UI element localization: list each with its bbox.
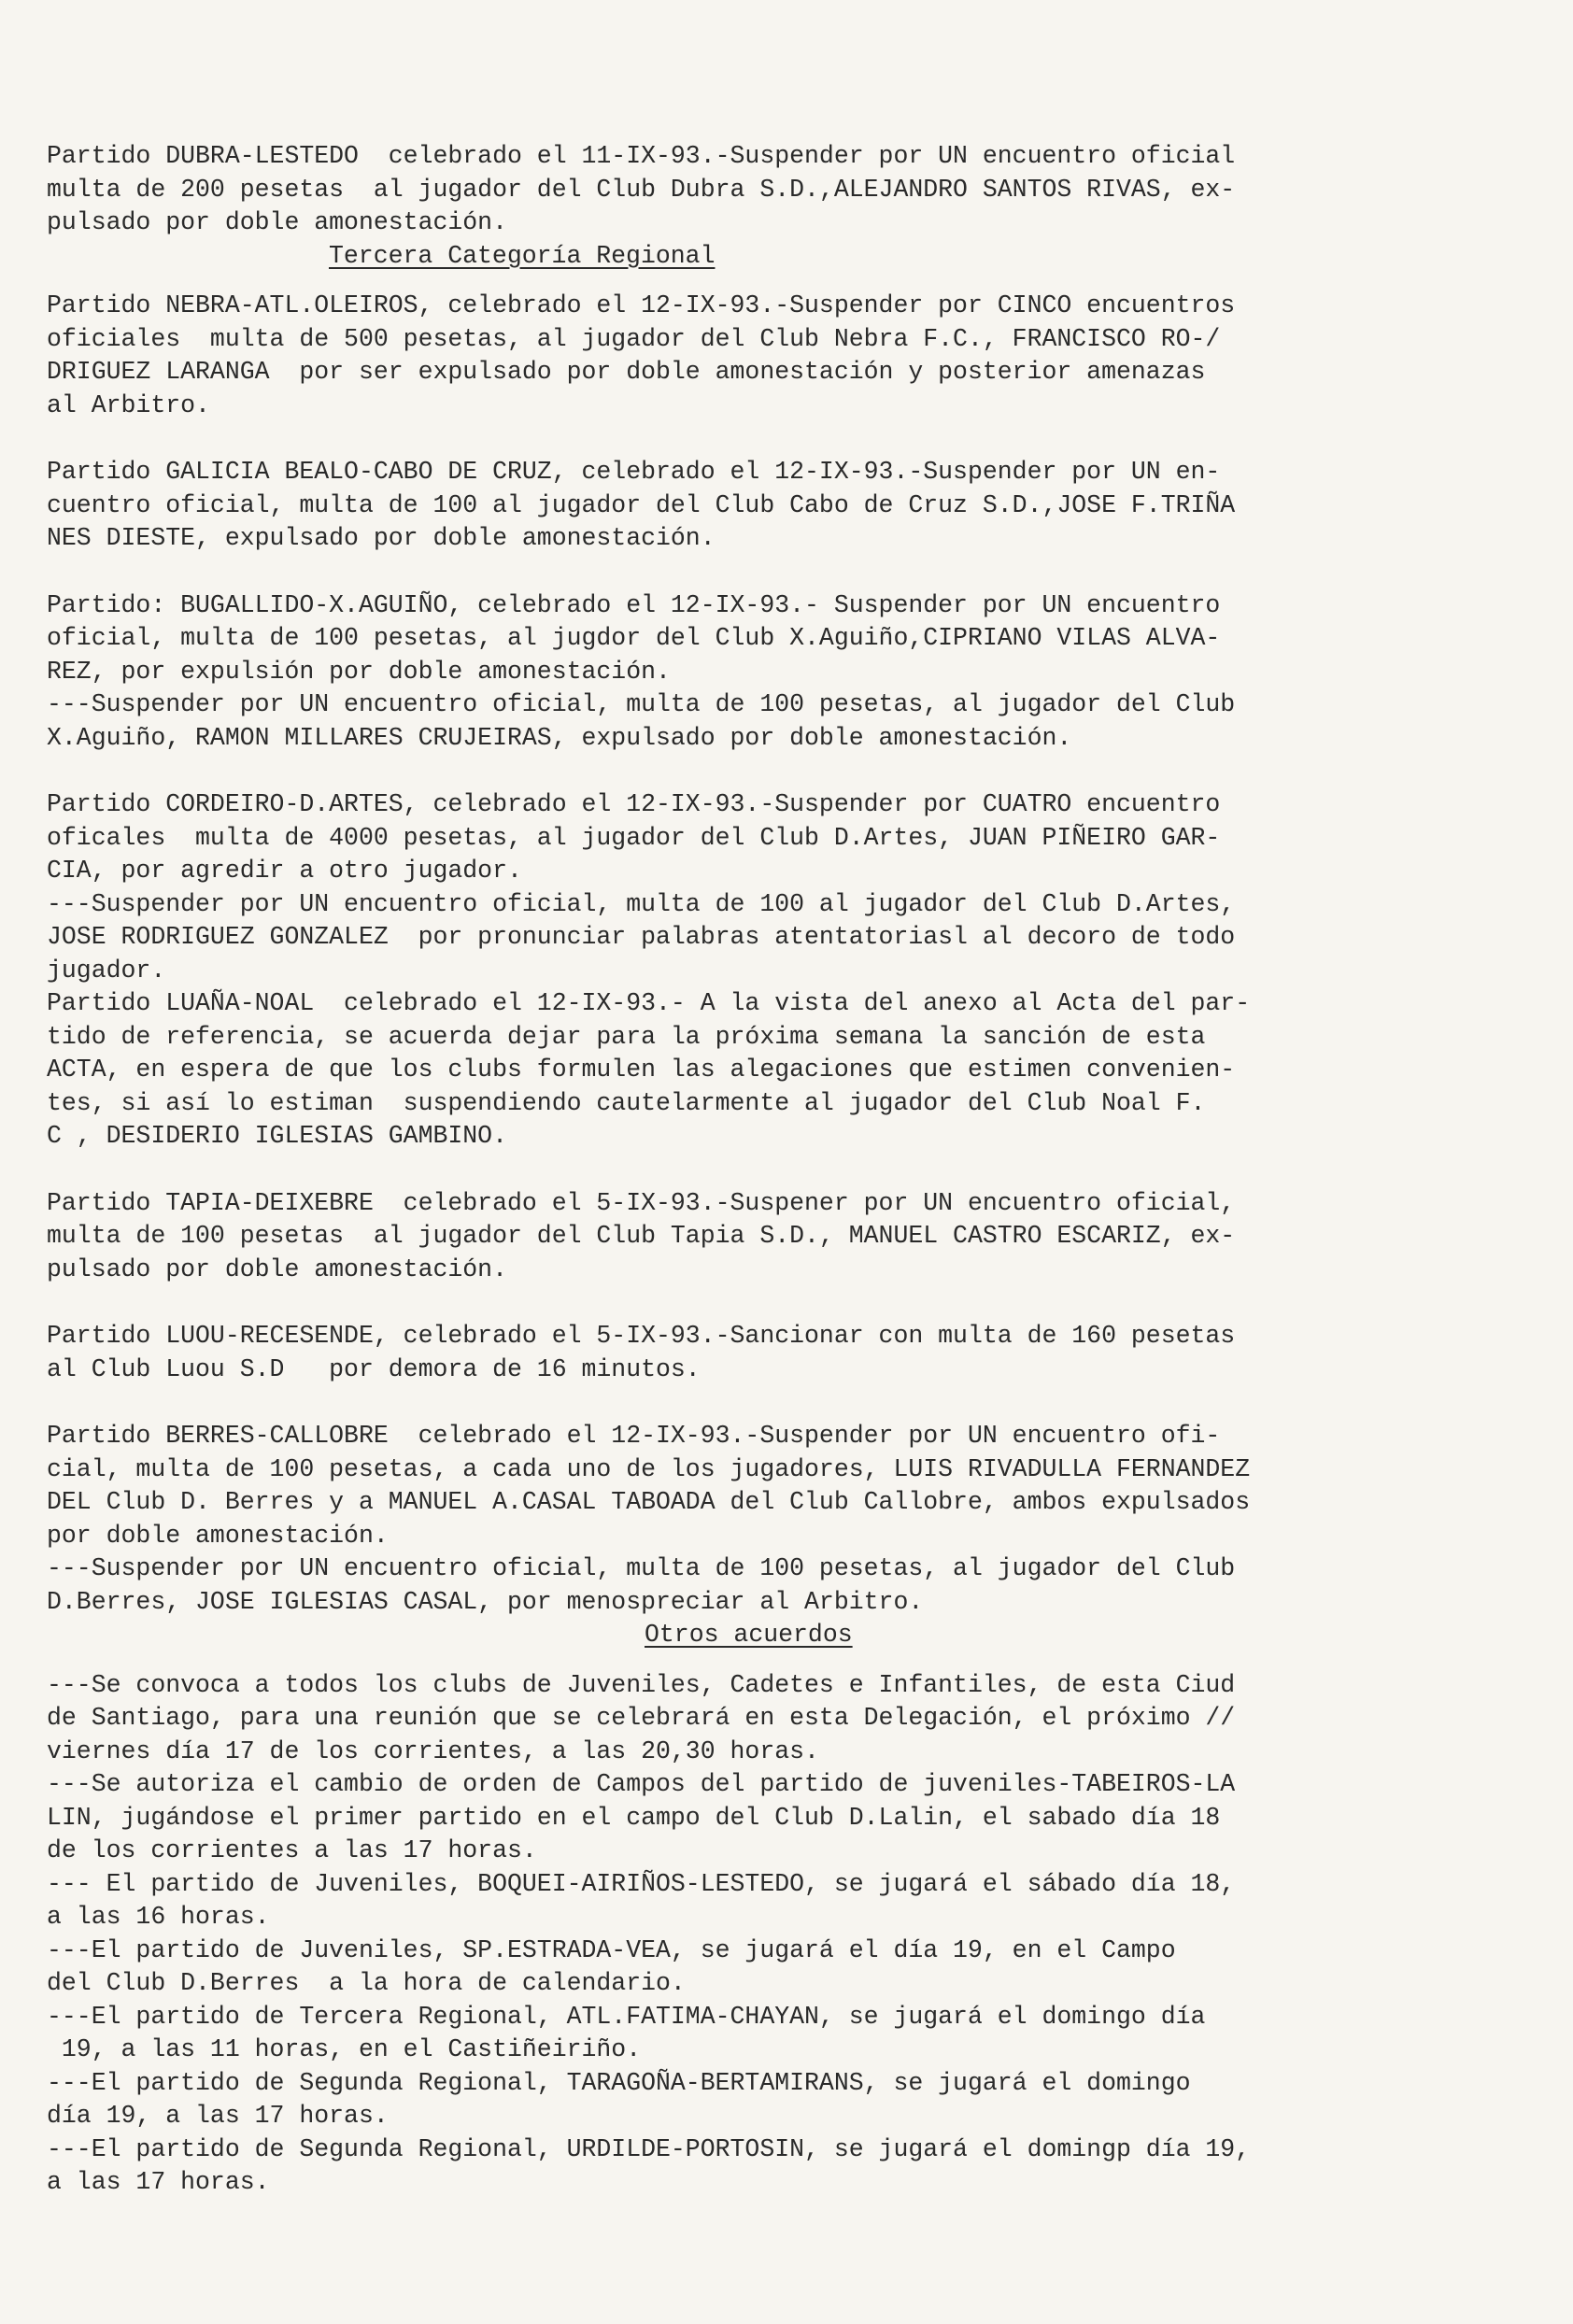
paragraph-cordeiro-artes <box>47 788 1541 987</box>
text-line: tido de referencia, se acuerda dejar para la próxima semana la sanción de esta <box>47 1022 1206 1051</box>
text-line: multa de 200 pesetas al jugador del Club Dubra S.D.,ALEJANDRO SANTOS RIVAS, ex- <box>47 175 1236 204</box>
text-line: X.Aguiño, RAMON MILLARES CRUJEIRAS, expulsado por doble amonestación. <box>47 723 1072 752</box>
text-line: Partido: BUGALLIDO-X.AGUIÑO, celebrado el 12-IX-93.- Suspender por UN encuentro <box>47 590 1221 619</box>
text-line: ---Suspender por UN encuentro oficial, multa de 100 pesetas, al jugador del Club <box>47 690 1236 718</box>
text-line: Partido LUOU-RECESENDE, celebrado el 5-IX-93.-Sancionar con multa de 160 pesetas <box>47 1322 1236 1350</box>
text-line: Partido BERRES-CALLOBRE celebrado el 12-IX-93.-Suspender por UN encuentro ofi- <box>47 1422 1221 1450</box>
paragraph-galicia-cabo <box>47 456 1541 556</box>
text-line: ---Se autoriza el cambio de orden de Campos del partido de juveniles-TABEIROS-LA <box>47 1770 1236 1798</box>
text-line: tes, si así lo estiman suspendiendo cautelarmente al jugador del Club Noal F. <box>47 1088 1206 1117</box>
document-page <box>47 140 1541 2200</box>
text-line: Partido GALICIA BEALO-CABO DE CRUZ, celebrado el 12-IX-93.-Suspender por UN en- <box>47 458 1221 486</box>
text-line: Partido CORDEIRO-D.ARTES, celebrado el 12-IX-93.-Suspender por CUATRO encuentro <box>47 790 1221 818</box>
paragraph-luou-recesende <box>47 1320 1541 1386</box>
text-line: Partido TAPIA-DEIXEBRE celebrado el 5-IX-93.-Suspener por UN encuentro oficial, <box>47 1188 1236 1217</box>
section-heading-tercera: Tercera Categoría Regional <box>329 241 716 270</box>
text-line: al Club Luou S.D por demora de 16 minutos. <box>47 1354 701 1383</box>
section-heading-otros: Otros acuerdos <box>645 1621 853 1649</box>
text-line: NES DIESTE, expulsado por doble amonestación. <box>47 524 716 552</box>
text-line: LIN, jugándose el primer partido en el campo del Club D.Lalin, el sabado día 18 <box>47 1803 1221 1832</box>
text-line: jugador. <box>47 956 166 985</box>
paragraph-otros-acuerdos <box>47 1669 1541 2200</box>
paragraph-tapia-deixebre <box>47 1187 1541 1287</box>
text-line: pulsado por doble amonestación. <box>47 208 507 236</box>
text-line: C , DESIDERIO IGLESIAS GAMBINO. <box>47 1122 507 1150</box>
text-line: 19, a las 11 horas, en el Castiñeiriño. <box>47 2035 642 2063</box>
text-line: multa de 100 pesetas al jugador del Club Tapia S.D., MANUEL CASTRO ESCARIZ, ex- <box>47 1222 1236 1250</box>
text-line: REZ, por expulsión por doble amonestación. <box>47 657 671 686</box>
text-line: del Club D.Berres a la hora de calendario. <box>47 1969 686 1997</box>
text-line: oficales multa de 4000 pesetas, al jugador del Club D.Artes, JUAN PIÑEIRO GAR- <box>47 823 1221 852</box>
text-line: D.Berres, JOSE IGLESIAS CASAL, por menospreciar al Arbitro. <box>47 1587 924 1616</box>
text-line: por doble amonestación. <box>47 1521 389 1550</box>
paragraph-bugallido-aguino <box>47 589 1541 756</box>
text-line: Partido DUBRA-LESTEDO celebrado el 11-IX-93.-Suspender por UN encuentro oficial <box>47 142 1236 170</box>
text-line: ---Se convoca a todos los clubs de Juveniles, Cadetes e Infantiles, de esta Ciud <box>47 1670 1236 1699</box>
text-line: Partido NEBRA-ATL.OLEIROS, celebrado el 12-IX-93.-Suspender por CINCO encuentros <box>47 291 1236 319</box>
text-line: ---Suspender por UN encuentro oficial, multa de 100 al jugador del Club D.Artes, <box>47 889 1236 918</box>
text-line: DEL Club D. Berres y a MANUEL A.CASAL TABOADA del Club Callobre, ambos expulsados <box>47 1488 1251 1516</box>
text-line: día 19, a las 17 horas. <box>47 2102 389 2130</box>
text-line: JOSE RODRIGUEZ GONZALEZ por pronunciar palabras atentatoriasl al decoro de todo <box>47 923 1236 951</box>
text-line: a las 17 horas. <box>47 2168 270 2196</box>
text-line: oficiales multa de 500 pesetas, al jugador del Club Nebra F.C., FRANCISCO RO-/ <box>47 324 1221 353</box>
text-line: ---El partido de Segunda Regional, URDILDE-PORTOSIN, se jugará el domingp día 19, <box>47 2134 1251 2163</box>
text-line: ACTA, en espera de que los clubs formulen las alegaciones que estimen convenien- <box>47 1056 1236 1084</box>
text-line: cial, multa de 100 pesetas, a cada uno de los jugadores, LUIS RIVADULLA FERNANDEZ <box>47 1454 1251 1483</box>
text-line: ---El partido de Tercera Regional, ATL.FATIMA-CHAYAN, se jugará el domingo día <box>47 2002 1206 2031</box>
text-line: de los corrientes a las 17 horas. <box>47 1836 537 1864</box>
text-line: pulsado por doble amonestación. <box>47 1254 507 1283</box>
paragraph-berres-callobre <box>47 1420 1541 1619</box>
text-line: CIA, por agredir a otro jugador. <box>47 857 522 885</box>
text-line: ---Suspender por UN encuentro oficial, multa de 100 pesetas, al jugador del Club <box>47 1554 1236 1582</box>
text-line: a las 16 horas. <box>47 1903 270 1931</box>
paragraph-luana-noal <box>47 987 1541 1154</box>
text-line: --- El partido de Juveniles, BOQUEI-AIRIÑOS-LESTEDO, se jugará el sábado día 18, <box>47 1869 1236 1898</box>
text-line: cuentro oficial, multa de 100 al jugador del Club Cabo de Cruz S.D.,JOSE F.TRIÑA <box>47 490 1236 519</box>
paragraph-nebra-oleiros <box>47 290 1541 422</box>
text-line: de Santiago, para una reunión que se celebrará en esta Delegación, el próximo // <box>47 1704 1236 1732</box>
text-line: DRIGUEZ LARANGA por ser expulsado por doble amonestación y posterior amenazas <box>47 358 1206 386</box>
paragraph-dubra-lestedo <box>47 140 1541 240</box>
text-line: al Arbitro. <box>47 390 210 419</box>
text-line: viernes día 17 de los corrientes, a las 20,30 horas. <box>47 1736 819 1765</box>
text-line: oficial, multa de 100 pesetas, al jugdor del Club X.Aguiño,CIPRIANO VILAS ALVA- <box>47 624 1221 652</box>
text-line: Partido LUAÑA-NOAL celebrado el 12-IX-93.- A la vista del anexo al Acta del par- <box>47 989 1251 1017</box>
text-line: ---El partido de Juveniles, SP.ESTRADA-VEA, se jugará el día 19, en el Campo <box>47 1935 1176 1964</box>
text-line: ---El partido de Segunda Regional, TARAGOÑA-BERTAMIRANS, se jugará el domingo <box>47 2068 1191 2097</box>
